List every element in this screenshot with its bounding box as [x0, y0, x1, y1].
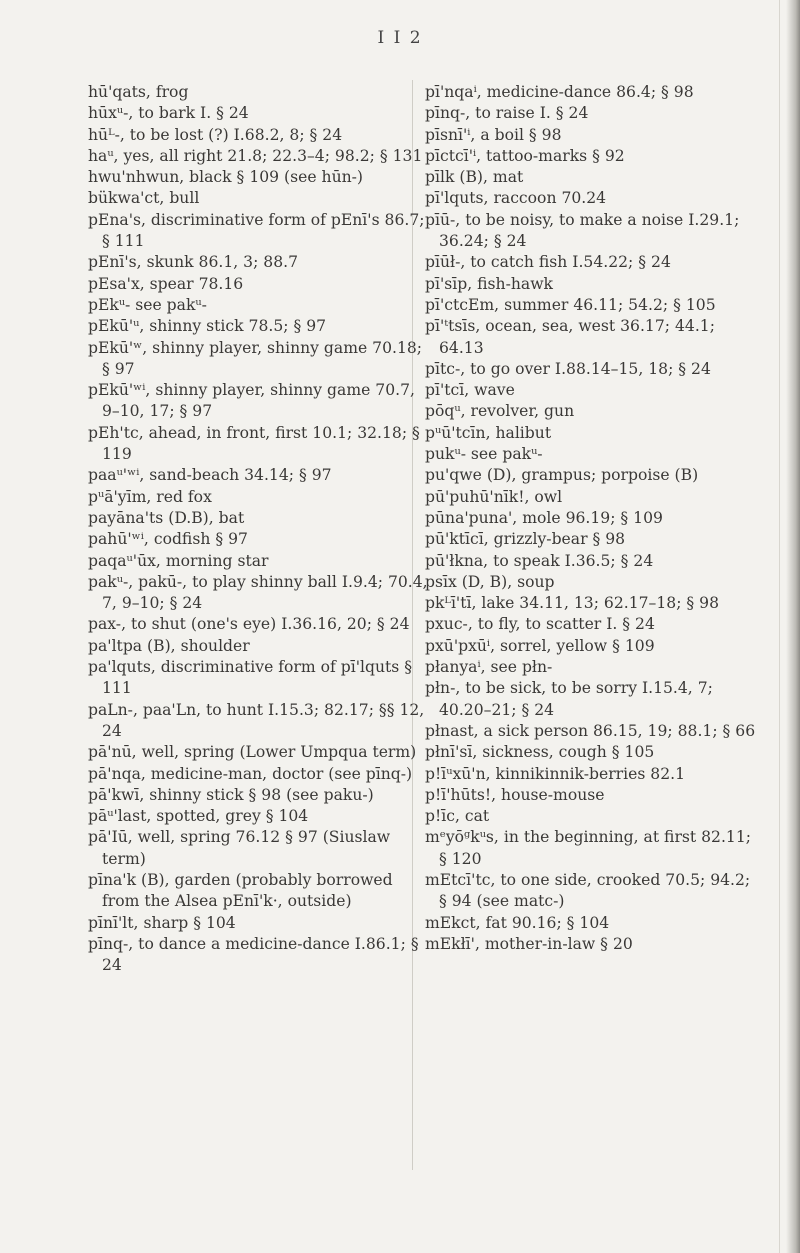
dictionary-entry: pā'kwī, shinny stick § 98 (see paku-) [88, 785, 374, 804]
dictionary-entry: mEkct, fat 90.16; § 104 [425, 913, 610, 932]
dictionary-entry: pa'ltpa (B), shoulder [88, 636, 250, 655]
dictionary-entry: pī'tcī, wave [425, 381, 515, 400]
dictionary-entry: paLn-, paa'Ln, to hunt I.15.3; 82.17; §§ 12, 24 [88, 700, 425, 740]
dictionary-entry: pī'ᵗtsīs, ocean, sea, west 36.17; 44.1; 64.13 [425, 317, 715, 357]
dictionary-entry: bükwa'ct, bull [88, 189, 200, 208]
dictionary-entry: mEtcī'tc, to one side, crooked 70.5; 94.2; § 94 (see matc-) [425, 870, 751, 911]
dictionary-entry: payāna'ts (D.B), bat [88, 508, 245, 527]
dictionary-entry: pā'nū, well, spring (Lower Umpqua term) [88, 743, 417, 762]
dictionary-entry: pī'nqaⁱ, medicine-dance 86.4; § 98 [425, 83, 694, 101]
dictionary-entry: pEsa'x, spear 78.16 [88, 274, 244, 293]
dictionary-entry: pu'qwe (D), grampus; porpoise (B) [425, 466, 699, 485]
dictionary-entry: pax-, to shut (one's eye) I.36.16, 20; § 24 [88, 615, 410, 634]
dictionary-entry: pahū'ʷⁱ, codfish § 97 [88, 530, 248, 549]
left-column [88, 82, 428, 976]
dictionary-entry: pEh'tc, ahead, in front, first 10.1; 32.18; § 119 [88, 423, 420, 464]
dictionary-entry: płanyaⁱ, see płn- [425, 658, 553, 677]
dictionary-entry: hūᴸ-, to be lost (?) I.68.2, 8; § 24 [88, 125, 343, 144]
dictionary-entry: p!īᵘxū'n, kinnikinnik-berries 82.1 [425, 764, 686, 783]
dictionary-entry: pxū'pxūⁱ, sorrel, yellow § 109 [425, 636, 655, 655]
dictionary-entry: pa'lquts, discriminative form of pī'lquts § 111 [88, 658, 413, 698]
dictionary-entry: pīctcī'ⁱ, tattoo-marks § 92 [425, 146, 625, 165]
dictionary-entry: pū'łkna, to speak I.36.5; § 24 [425, 551, 654, 570]
dictionary-entry: pEna's, discriminative form of pEnī's 86.7; § 111 [88, 210, 425, 251]
dictionary-entry: paaᵘ'ʷⁱ, sand-beach 34.14; § 97 [88, 466, 332, 485]
dictionary-entry: pᵘū'tcīn, halibut [425, 423, 552, 442]
dictionary-entry: pī'sīp, fish-hawk [425, 274, 553, 293]
dictionary-entry: płnī'sī, sickness, cough § 105 [425, 743, 655, 762]
dictionary-entry: pī'lquts, raccoon 70.24 [425, 189, 607, 208]
dictionary-entry: pīnī'lt, sharp § 104 [88, 913, 236, 932]
dictionary-entry: pū'ktīcī, grizzly-bear § 98 [425, 530, 626, 549]
dictionary-entry: p!īc, cat [425, 807, 490, 826]
page-edge-line [779, 0, 780, 1253]
dictionary-entry: pōqᵘ, revolver, gun [425, 402, 575, 421]
dictionary-entry: pūna'puna', mole 96.19; § 109 [425, 508, 663, 527]
page-number: I I 2 [377, 28, 423, 48]
dictionary-entry: pīsnī'ⁱ, a boil § 98 [425, 125, 562, 144]
dictionary-entry: pakᵘ-, pakū-, to play shinny ball I.9.4; 70.4, 7, 9–10; § 24 [88, 572, 428, 613]
dictionary-entry: mᵉyōᵍkᵘs, in the beginning, at first 82.11; § 120 [425, 828, 752, 868]
dictionary-entry: p!ī'hūts!, house-mouse [425, 785, 605, 804]
dictionary-entry: hū'qats, frog [88, 83, 189, 101]
right-column [425, 82, 760, 955]
page-edge-shadow [786, 0, 800, 1253]
dictionary-entry: hūxᵘ-, to bark I. § 24 [88, 104, 249, 123]
dictionary-entry: pkᴸī'tī, lake 34.11, 13; 62.17–18; § 98 [425, 594, 720, 613]
dictionary-entry: pEkū'ʷ, shinny player, shinny game 70.18; § 97 [88, 338, 423, 378]
dictionary-entry: pā'Iū, well, spring 76.12 § 97 (Siuslaw term) [88, 828, 391, 868]
dictionary-entry: pEkū'ᵘ, shinny stick 78.5; § 97 [88, 317, 327, 336]
dictionary-entry: pīnq-, to raise I. § 24 [425, 104, 589, 123]
dictionary-entry: pukᵘ- see pakᵘ- [425, 445, 543, 464]
dictionary-entry: pīlk (B), mat [425, 168, 524, 187]
dictionary-entry: pxuc-, to fly, to scatter I. § 24 [425, 615, 655, 634]
dictionary-entry: mEkłī', mother-in-law § 20 [425, 934, 633, 953]
dictionary-entry: pīna'k (B), garden (probably borrowed from the Alsea pEnī'k·, outside) [88, 870, 393, 911]
dictionary-entry: pEnī's, skunk 86.1, 3; 88.7 [88, 253, 299, 272]
dictionary-entry: haᵘ, yes, all right 21.8; 22.3–4; 98.2; § 131 [88, 146, 423, 165]
dictionary-entry: pī'ctcEm, summer 46.11; 54.2; § 105 [425, 295, 716, 314]
dictionary-entry: pīū-, to be noisy, to make a noise I.29.1; 36.24; § 24 [425, 210, 740, 251]
dictionary-entry: pāᵘ'last, spotted, grey § 104 [88, 807, 309, 826]
dictionary-entry: paqaᵘ'ūx, morning star [88, 551, 269, 570]
dictionary-entry: pᵘā'yīm, red fox [88, 487, 212, 506]
dictionary-entry: psīx (D, B), soup [425, 572, 555, 591]
dictionary-entry: pītc-, to go over I.88.14–15, 18; § 24 [425, 359, 711, 378]
dictionary-entry: pā'nqa, medicine-man, doctor (see pīnq-) [88, 764, 413, 783]
dictionary-entry: pEkᵘ- see pakᵘ- [88, 295, 207, 314]
dictionary-entry: hwu'nhwun, black § 109 (see hūn-) [88, 168, 364, 187]
dictionary-entry: pEkū'ʷⁱ, shinny player, shinny game 70.7, 9–10, 17; § 97 [88, 381, 415, 421]
dictionary-entry: płnast, a sick person 86.15, 19; 88.1; § 66 [425, 721, 756, 740]
dictionary-entry: pīūł-, to catch fish I.54.22; § 24 [425, 253, 671, 272]
dictionary-entry: płn-, to be sick, to be sorry I.15.4, 7; 40.20–21; § 24 [425, 679, 713, 719]
dictionary-entry: pīnq-, to dance a medicine-dance I.86.1; § 24 [88, 934, 419, 975]
dictionary-entry: pū'puhū'nīk!, owl [425, 487, 563, 506]
